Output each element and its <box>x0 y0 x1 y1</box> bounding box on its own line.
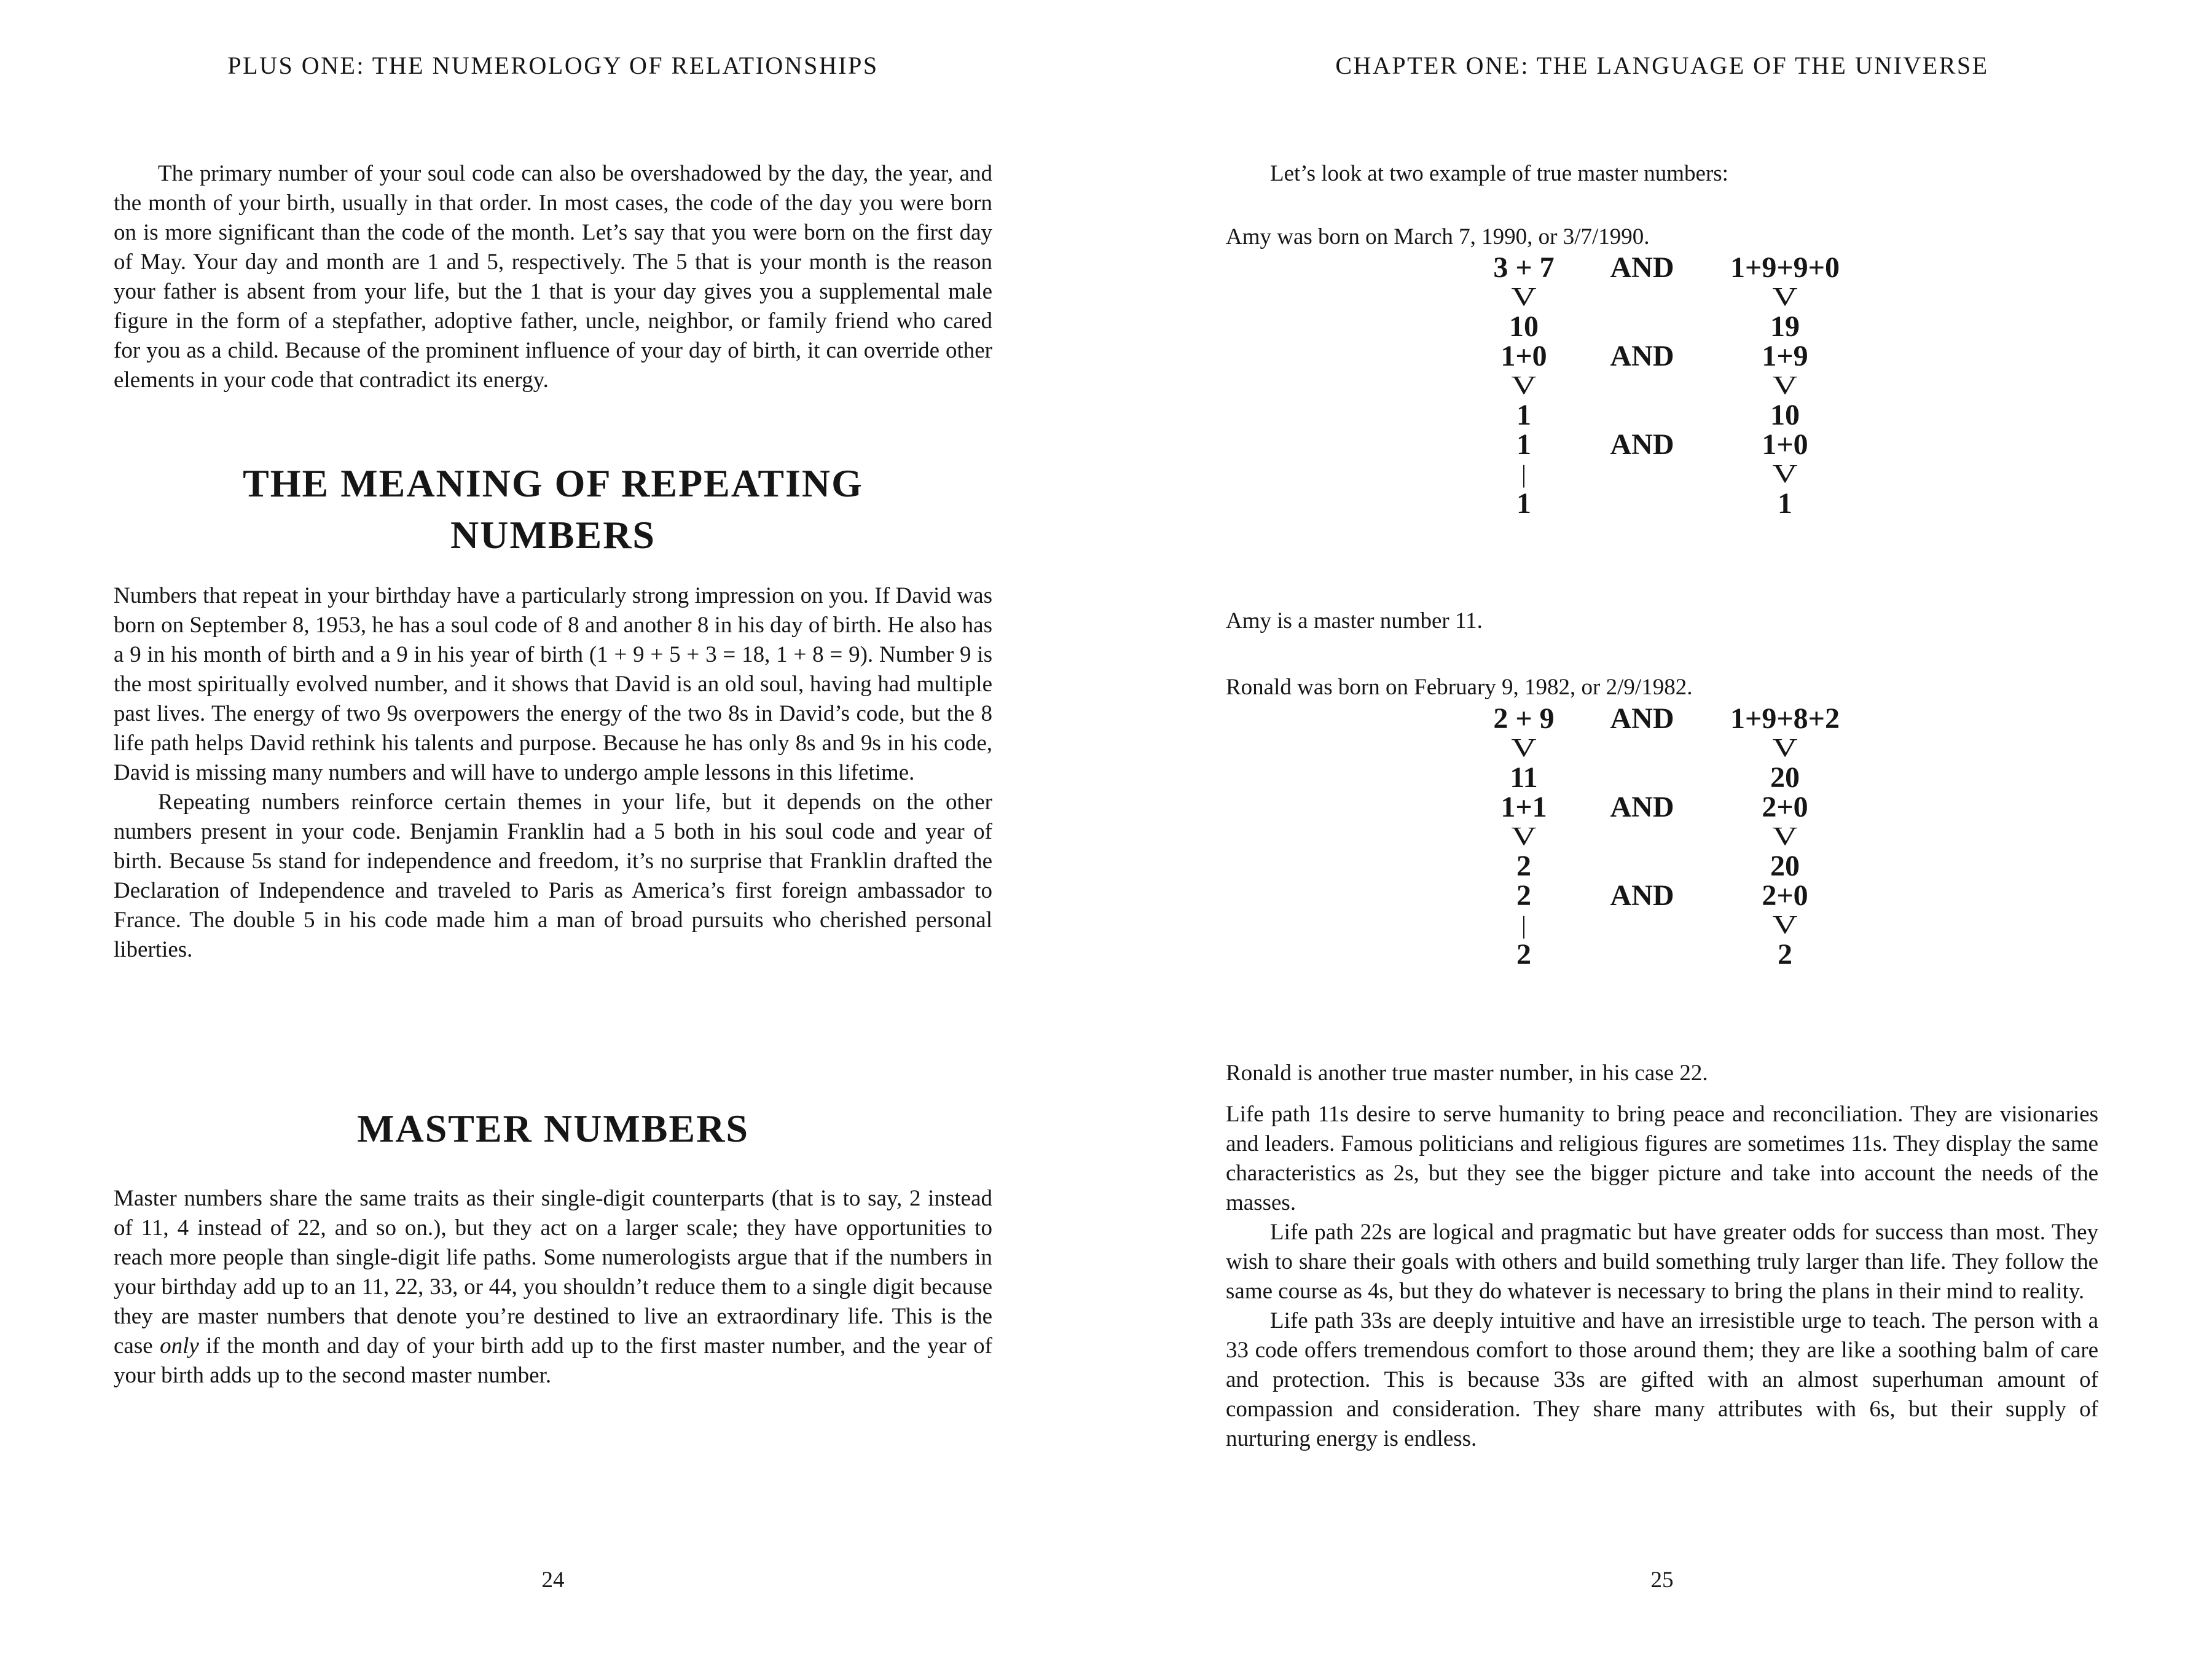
diagram-and-label: AND <box>1610 251 1674 284</box>
diagram-right-value: 1+9 <box>1762 340 1808 372</box>
diagram-spacer <box>1582 852 1702 881</box>
diagram-right-value: 10 <box>1770 399 1800 431</box>
diagram-left-value: 2 <box>1516 879 1531 912</box>
ronald-result-line: Ronald is another true master number, in his case 22. <box>1226 1061 1708 1086</box>
diagram-and-label: AND <box>1610 791 1674 823</box>
diagram-and-label: AND <box>1610 879 1674 912</box>
paragraph-life-path-22: Life path 22s are logical and pragmatic but have greater odds for success than most. They wish to share their goals with others and build something truly larger than life. They follow the same course as 4s, but they do whatever is necessary to bring the plans in their mind to reality. <box>1226 1220 2098 1304</box>
diagram-row <box>1465 852 1868 881</box>
diagram-right-value: 20 <box>1770 850 1800 882</box>
heading-master-numbers: MASTER NUMBERS <box>357 1107 749 1150</box>
reduce-arrow-icon: V <box>1511 372 1537 400</box>
diagram-left-value: 2 + 9 <box>1493 702 1555 735</box>
paragraph-life-path-33: Life path 33s are deeply intuitive and have an irresistible urge to teach. The person with a 33 code offers tremendous comfort to those around them; they are like a soothing balm of care and protection. This is because 33s are gifted with an almost superhuman amount of compassion and consideration. They share many attributes with 6s, but their supply of nurturing energy is endless. <box>1226 1308 2098 1451</box>
carry-down-bar-icon: | <box>1521 911 1526 939</box>
amy-calculation-diagram <box>1465 253 1868 519</box>
diagram-row <box>1465 253 1868 283</box>
diagram-row <box>1465 822 1868 852</box>
diagram-row <box>1465 881 1868 911</box>
page-number-left: 24 <box>541 1567 565 1593</box>
diagram-spacer <box>1582 763 1702 793</box>
diagram-row <box>1465 734 1868 763</box>
diagram-left-value: 1 <box>1516 399 1531 431</box>
diagram-spacer <box>1582 489 1702 519</box>
diagram-left-value: 1+1 <box>1500 791 1547 823</box>
diagram-right-value: 1 <box>1778 487 1792 520</box>
master-paragraph-text: if the month and day of your birth add up to the first master number, and the year of your birth adds up to the second master number. <box>114 1333 993 1388</box>
paragraph-soul-code: The primary number of your soul code can also be overshadowed by the day, the year, and the month of your birth, usually in that order. In most cases, the code of the day you were born on is more significant than the code of the month. Let’s say that you were born on the first day of May. Your day and month are 1 and 5, respectively. The 5 that is your month is the reason your father is absent from your life, but the 1 that is your day gives you a supplemental male figure in the form of a stepfather, adoptive father, uncle, neighbor, or family friend who cared for you as a child. Because of the prominent influence of your day of birth, it can override other elements in your code that contradict its energy. <box>114 161 992 393</box>
diagram-spacer <box>1582 312 1702 342</box>
diagram-row <box>1465 793 1868 822</box>
diagram-left-value: 1 <box>1516 487 1531 520</box>
diagram-left-value: 3 + 7 <box>1493 251 1555 284</box>
diagram-right-value: 2+0 <box>1762 879 1808 912</box>
paragraph-benjamin-franklin: Repeating numbers reinforce certain themes in your life, but it depends on the other numbers present in your code. Benjamin Franklin had a 5 both in his soul code and year of birth. Because 5s stand for independence and freedom, it’s no surprise that Franklin drafted the Declaration of Independence and traveled to Paris as America’s first foreign ambassador to France. The double 5 in his code made him a man of broad pursuits who cherished personal liberties. <box>114 790 992 962</box>
diagram-and-label: AND <box>1610 428 1674 461</box>
reduce-arrow-icon: V <box>1772 911 1798 939</box>
amy-birthdate-line: Amy was born on March 7, 1990, or 3/7/1990. <box>1226 224 1650 249</box>
diagram-row <box>1465 489 1868 519</box>
diagram-left-value: 1 <box>1516 428 1531 461</box>
diagram-and-label: AND <box>1610 340 1674 372</box>
ronald-birthdate-line: Ronald was born on February 9, 1982, or 2/9/1982. <box>1226 675 1693 700</box>
diagram-left-value: 10 <box>1509 310 1539 343</box>
diagram-right-value: 2 <box>1778 938 1792 971</box>
diagram-row <box>1465 460 1868 489</box>
reduce-arrow-icon: V <box>1772 372 1798 400</box>
carry-down-bar-icon: | <box>1521 460 1526 488</box>
page-number-right: 25 <box>1650 1567 1674 1593</box>
diagram-spacer <box>1582 940 1702 970</box>
diagram-row <box>1465 430 1868 460</box>
diagram-right-value: 1+0 <box>1762 428 1808 461</box>
diagram-left-value: 11 <box>1510 761 1538 794</box>
reduce-arrow-icon: V <box>1772 823 1798 851</box>
ronald-calculation-diagram <box>1465 704 1868 970</box>
reduce-arrow-icon: V <box>1511 734 1537 763</box>
master-paragraph-text: Master numbers share the same traits as their single-digit counterparts (that is to say, 2 instead of 11, 4 instead of 22, and so on.), but they act on a larger scale; they have opportunities to reach more people than single-digit life paths. Some numerologists argue that if the numbers in your birthday add up to an 11, 22, 33, or 44, you shouldn’t reduce them to a single digit because they are master numbers that denote you’re destined to live an extraordinary life. This is the case <box>114 1186 992 1359</box>
diagram-right-value: 1+9+9+0 <box>1730 251 1840 284</box>
intro-master-number-examples: Let’s look at two example of true master numbers: <box>1270 161 1728 186</box>
running-head-left: PLUS ONE: THE NUMEROLOGY OF RELATIONSHIPS <box>227 52 879 79</box>
diagram-row <box>1465 283 1868 312</box>
diagram-row <box>1465 911 1868 940</box>
paragraph-master-numbers <box>114 1184 992 1390</box>
reduce-arrow-icon: V <box>1511 283 1537 312</box>
diagram-right-value: 2+0 <box>1762 791 1808 823</box>
paragraph-repeating-numbers: Numbers that repeat in your birthday have a particularly strong impression on you. If David was born on September 8, 1953, he has a soul code of 8 and another 8 in his day of birth. He also has a 9 in his month of birth and a 9 in his year of birth (1 + 9 + 5 + 3 = 18, 1 + 8 = 9). Number 9 is the most spiritually evolved number, and it shows that David is an old soul, having had multiple past lives. The energy of two 9s overpowers the energy of the two 8s in David’s code, but the 8 life path helps David rethink his talents and purpose. Because he has only 8s and 9s in his code, David is missing many numbers and will have to undergo ample lessons in this lifetime. <box>114 583 992 785</box>
reduce-arrow-icon: V <box>1511 823 1537 851</box>
diagram-row <box>1465 371 1868 401</box>
diagram-right-value: 19 <box>1770 310 1800 343</box>
diagram-spacer <box>1582 401 1702 430</box>
reduce-arrow-icon: V <box>1772 283 1798 312</box>
heading-meaning-of-repeating-numbers: THE MEANING OF REPEATING NUMBERS <box>243 461 863 557</box>
reduce-arrow-icon: V <box>1772 460 1798 488</box>
repeating-numbers-section <box>114 581 992 965</box>
diagram-row <box>1465 312 1868 342</box>
diagram-row <box>1465 401 1868 430</box>
diagram-row <box>1465 940 1868 970</box>
master-paragraph-italic-word: only <box>160 1333 199 1359</box>
diagram-right-value: 1+9+8+2 <box>1730 702 1840 735</box>
reduce-arrow-icon: V <box>1772 734 1798 763</box>
diagram-left-value: 2 <box>1516 850 1531 882</box>
amy-result-line: Amy is a master number 11. <box>1226 608 1483 633</box>
running-head-right: CHAPTER ONE: THE LANGUAGE OF THE UNIVERSE <box>1335 52 1989 79</box>
page-right <box>1106 0 2212 1659</box>
diagram-row <box>1465 763 1868 793</box>
life-path-section <box>1226 1100 2098 1454</box>
diagram-row <box>1465 342 1868 371</box>
diagram-row <box>1465 704 1868 734</box>
diagram-left-value: 2 <box>1516 938 1531 971</box>
diagram-left-value: 1+0 <box>1500 340 1547 372</box>
paragraph-life-path-11: Life path 11s desire to serve humanity to bring peace and reconciliation. They are visionaries and leaders. Famous politicians and religious figures are sometimes 11s. They display the same characteristics as 2s, but they see the bigger picture and take into account the needs of the masses. <box>1226 1102 2098 1215</box>
diagram-right-value: 20 <box>1770 761 1800 794</box>
diagram-and-label: AND <box>1610 702 1674 735</box>
